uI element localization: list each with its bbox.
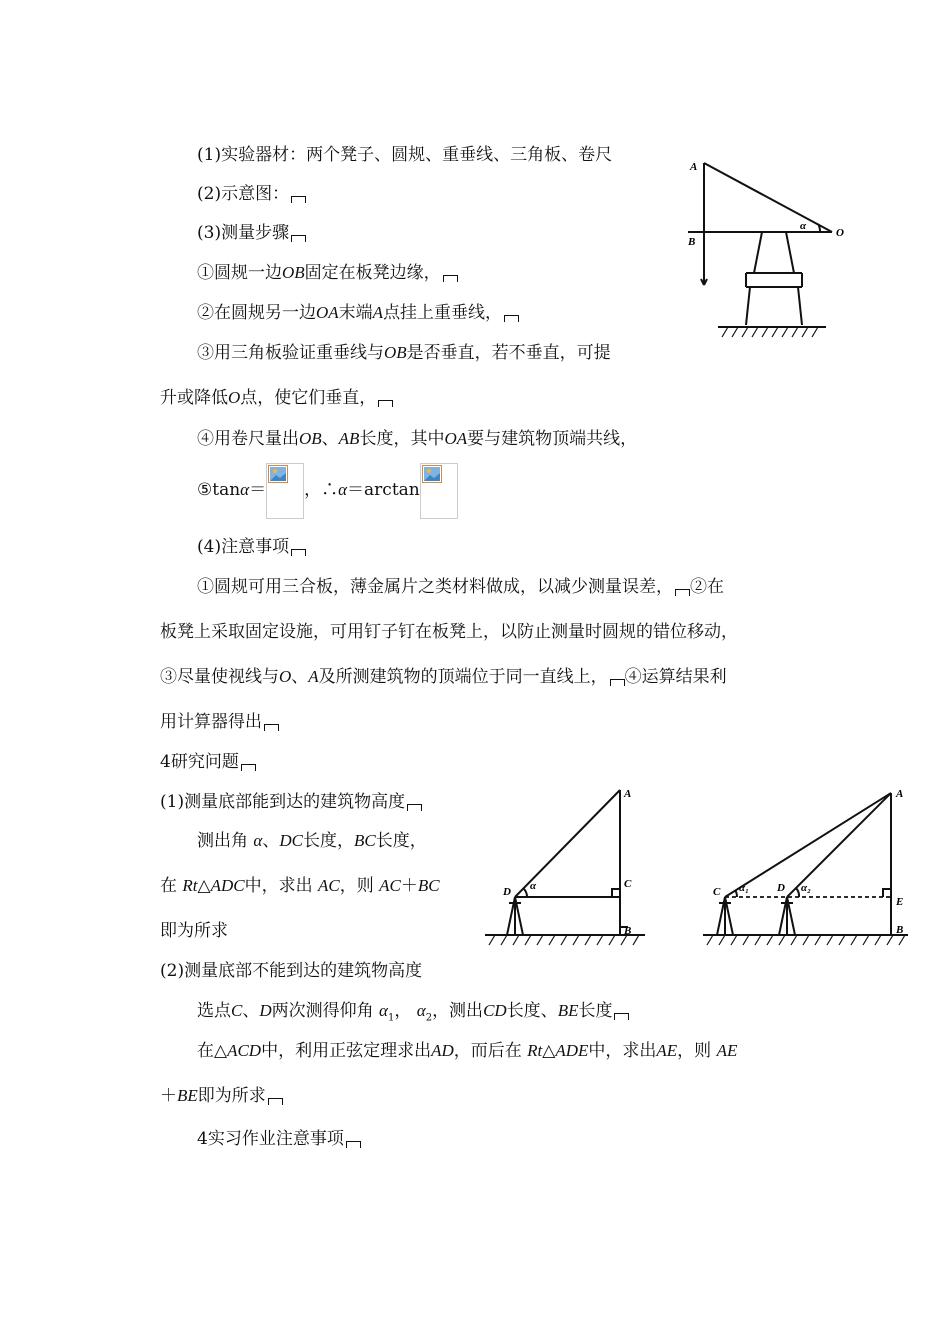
fig2-label-a: A bbox=[624, 788, 632, 800]
broken-image-icon bbox=[268, 465, 288, 483]
fig1-label-alpha: α bbox=[800, 220, 807, 232]
line-case-2-solve: 在△ACD中，利用正弦定理求出AD，而后在 Rt△ADE中，求出AE，则 AE bbox=[197, 1041, 738, 1061]
formula-image-placeholder bbox=[266, 463, 304, 519]
fig1-label-b: B bbox=[688, 236, 696, 248]
line-case-2-title: (2)测量底部不能到达的建筑物高度 bbox=[160, 961, 423, 981]
line-step-5: ⑤tanα＝ ，∴α＝arctan bbox=[197, 462, 458, 519]
fig1-label-o: O bbox=[836, 227, 844, 239]
fig3-label-a: A bbox=[896, 788, 904, 800]
fig2-label-b: B bbox=[624, 925, 632, 937]
line-case-1-title: (1)测量底部能到达的建筑物高度 bbox=[160, 790, 422, 814]
fig2-label-d: D bbox=[503, 886, 511, 898]
fig3-label-d: D bbox=[777, 882, 785, 894]
line-diagram-title: (2)示意图： bbox=[197, 182, 306, 206]
fig3-label-alpha2: α₂ bbox=[801, 882, 811, 894]
section-notes-title: 4实习作业注意事项 bbox=[197, 1127, 361, 1151]
line-step-4: ④用卷尺量出OB、AB长度，其中OA要与建筑物顶端共线， bbox=[197, 429, 638, 449]
line-case-1-solve: 在 Rt△ADC中，求出 AC，则 AC＋BC bbox=[160, 876, 440, 896]
formula-image-placeholder bbox=[420, 463, 458, 519]
line-step-1: ①圆规一边OB固定在板凳边缘， bbox=[197, 261, 458, 285]
figure-base-unreachable bbox=[703, 785, 913, 955]
fig3-label-alpha1: α₁ bbox=[739, 882, 749, 894]
line-case-2-result: ＋BE即为所求 bbox=[160, 1084, 283, 1108]
line-step-2: ②在圆规另一边OA末端A点挂上重垂线， bbox=[197, 301, 519, 325]
line-note-3: ③尽量使视线与O、A及所测建筑物的顶端位于同一直线上， ④运算结果利 bbox=[160, 667, 727, 687]
fig2-label-alpha: α bbox=[530, 880, 537, 892]
line-step-3: ③用三角板验证重垂线与OB是否垂直，若不垂直，可提 bbox=[197, 343, 611, 363]
fig3-label-c: C bbox=[713, 886, 721, 898]
broken-image-icon bbox=[422, 465, 442, 483]
line-note-4-cont: 用计算器得出 bbox=[160, 710, 279, 734]
fig3-label-b: B bbox=[896, 924, 904, 936]
line-step-3-cont: 升或降低O点，使它们垂直， bbox=[160, 386, 393, 410]
line-case-2-measure: 选点C、D两次测得仰角 $\alpha_1$， $\alpha_2$，测出CD长度、BE长度 bbox=[197, 999, 629, 1030]
line-notes-title: (4)注意事项 bbox=[197, 535, 306, 559]
section-research-title: 4研究问题 bbox=[160, 750, 256, 774]
line-case-1-measure: 测出角 α、DC长度，BC长度， bbox=[197, 831, 427, 851]
figure-base-reachable bbox=[485, 785, 650, 955]
fig3-label-e: E bbox=[896, 896, 904, 908]
fig1-label-a: A bbox=[690, 161, 698, 173]
line-note-1-cont: 板凳上采取固定设施，可用钉子钉在板凳上，以防止测量时圆规的错位移动， bbox=[160, 622, 738, 642]
line-note-1: ①圆规可用三合板，薄金属片之类材料做成，以减少测量误差， ②在 bbox=[197, 577, 724, 597]
fig2-label-c: C bbox=[624, 878, 632, 890]
line-steps-title: (3)测量步骤 bbox=[197, 221, 306, 245]
line-equipment: (1)实验器材：两个凳子、圆规、重垂线、三角板、卷尺 bbox=[197, 145, 613, 165]
figure-compass-setup bbox=[680, 155, 850, 340]
line-case-1-result: 即为所求 bbox=[160, 921, 228, 941]
